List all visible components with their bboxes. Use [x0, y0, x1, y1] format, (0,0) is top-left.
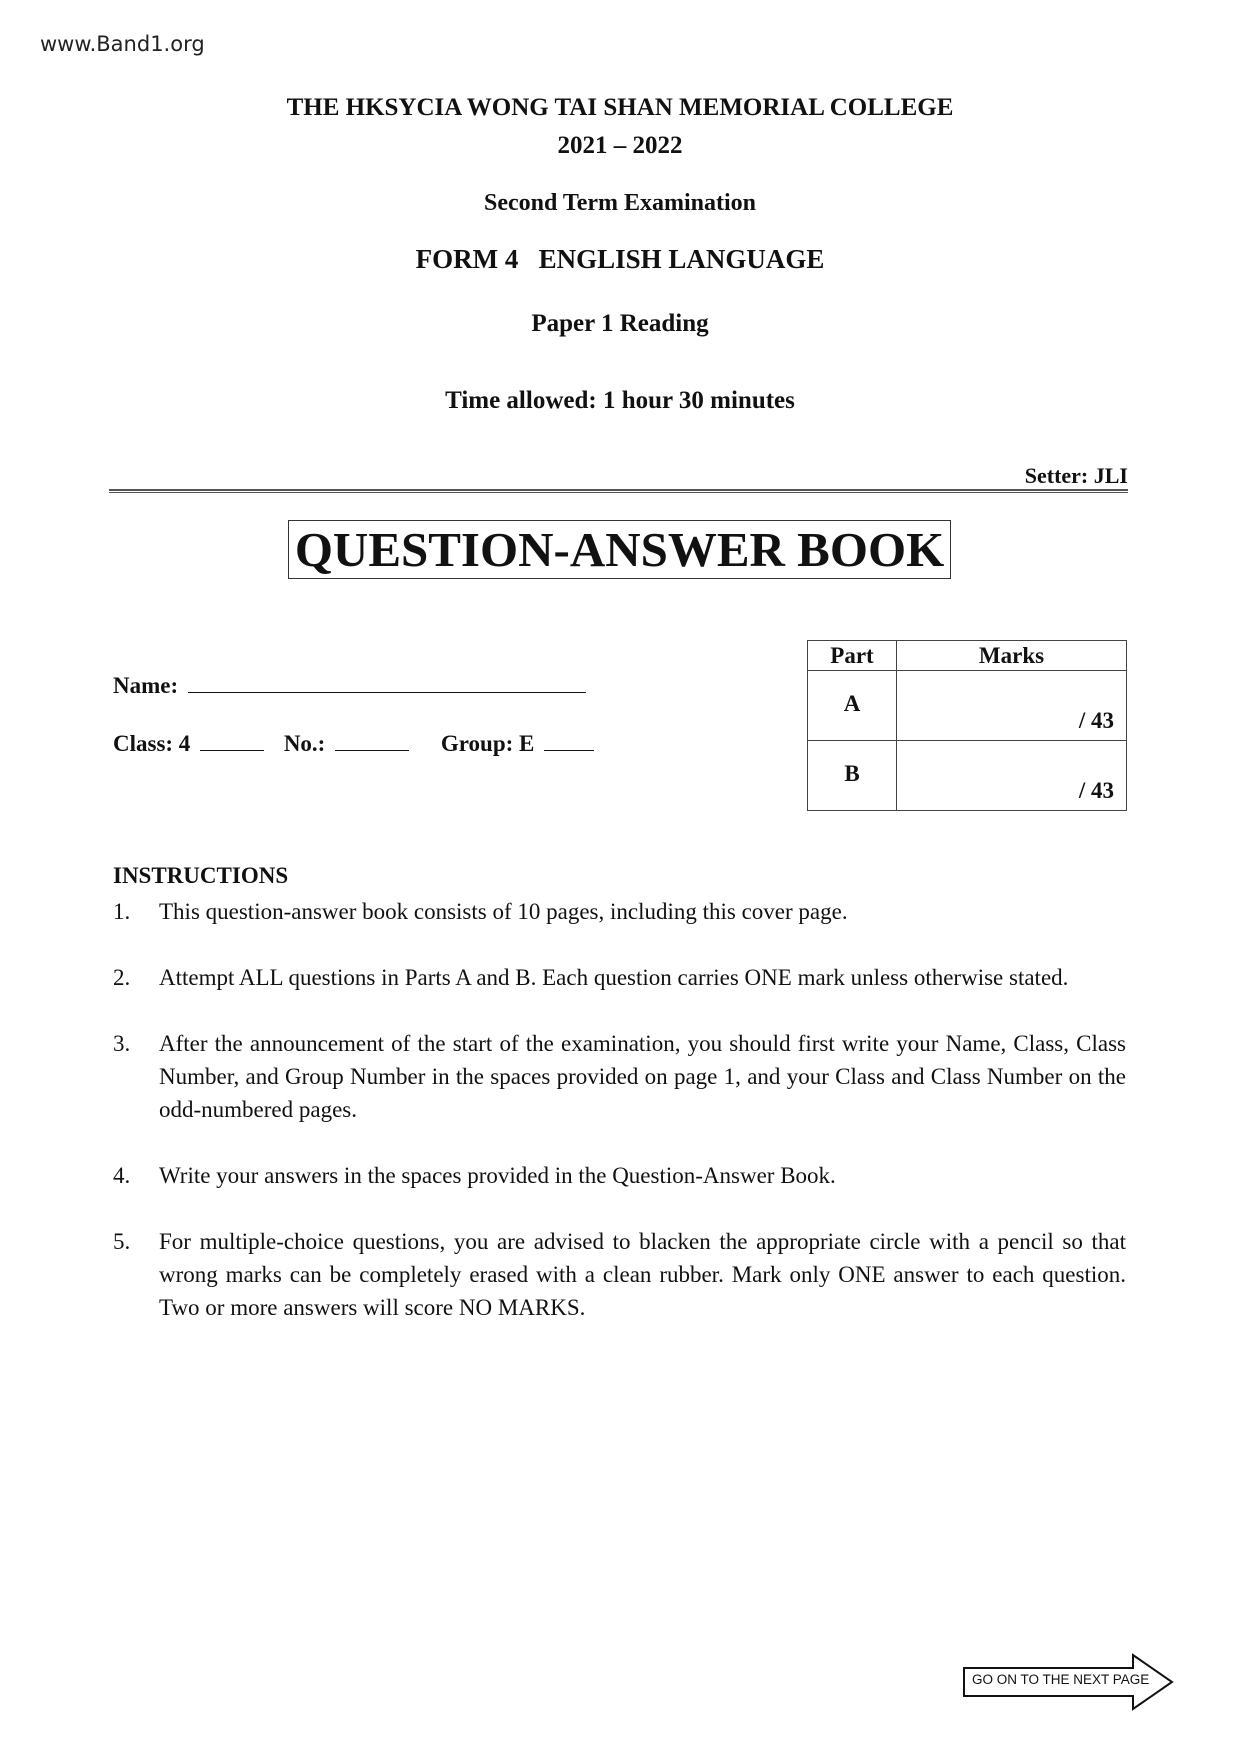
item-number: 5.: [113, 1229, 131, 1254]
item-number: 2.: [113, 965, 131, 990]
school-name: THE HKSYCIA WONG TAI SHAN MEMORIAL COLLEGE: [286, 94, 954, 121]
header-part: Part: [808, 641, 897, 671]
name-label: Name:: [113, 673, 179, 698]
no-label: No.:: [283, 731, 326, 756]
header-marks: Marks: [897, 641, 1127, 671]
item-text: This question-answer book consists of 10 pages, including this cover page.: [159, 899, 848, 924]
item-text: After the announcement of the start of the examination, you should first write your Name, Class, Class Number, and Group Number in the spaces provided on page 1, and your Class and Class Number on the odd-numbered pages.: [159, 1031, 1126, 1122]
class-row: [113, 730, 594, 757]
no-blank[interactable]: [335, 730, 409, 751]
name-blank[interactable]: [188, 672, 586, 693]
paper-name: Paper 1 Reading: [531, 310, 709, 337]
item-number: 4.: [113, 1163, 131, 1188]
group-label: Group: E: [440, 731, 535, 756]
book-title: QUESTION-ANSWER BOOK: [288, 520, 951, 579]
part-label: B: [808, 741, 897, 811]
school-year: 2021 – 2022: [557, 132, 683, 159]
divider: [109, 489, 1128, 493]
class-label: Class: 4: [113, 731, 191, 756]
marks-cell[interactable]: / 43: [897, 741, 1127, 811]
item-text: For multiple-choice questions, you are advised to blacken the appropriate circle with a pencil so that wrong marks can be completely erased with a clean rubber. Mark only ONE answer to each question. Two or more answers will score NO MARKS.: [159, 1229, 1126, 1320]
part-label: A: [808, 671, 897, 741]
group-blank[interactable]: [544, 730, 594, 751]
item-text: Attempt ALL questions in Parts A and B. Each question carries ONE mark unless otherwise stated.: [159, 965, 1069, 990]
watermark-url: www.Band1.org: [40, 32, 205, 56]
time-allowed: Time allowed: 1 hour 30 minutes: [445, 387, 795, 414]
instructions-title: INSTRUCTIONS: [113, 863, 289, 888]
item-number: 3.: [113, 1031, 131, 1056]
exam-name: Second Term Examination: [483, 190, 757, 216]
next-page-label: GO ON TO THE NEXT PAGE: [972, 1672, 1150, 1687]
marks-cell[interactable]: / 43: [897, 671, 1127, 741]
setter: Setter: JLI: [1024, 463, 1128, 488]
name-field[interactable]: [113, 672, 586, 699]
item-text: Write your answers in the spaces provided in the Question-Answer Book.: [159, 1163, 836, 1188]
table-row: [808, 671, 1127, 741]
class-blank[interactable]: [200, 730, 264, 751]
marks-table: [807, 640, 1127, 811]
item-number: 1.: [113, 899, 131, 924]
next-page-arrow: [962, 1652, 1176, 1712]
table-row: [808, 741, 1127, 811]
subject: FORM 4 ENGLISH LANGUAGE: [415, 244, 825, 274]
